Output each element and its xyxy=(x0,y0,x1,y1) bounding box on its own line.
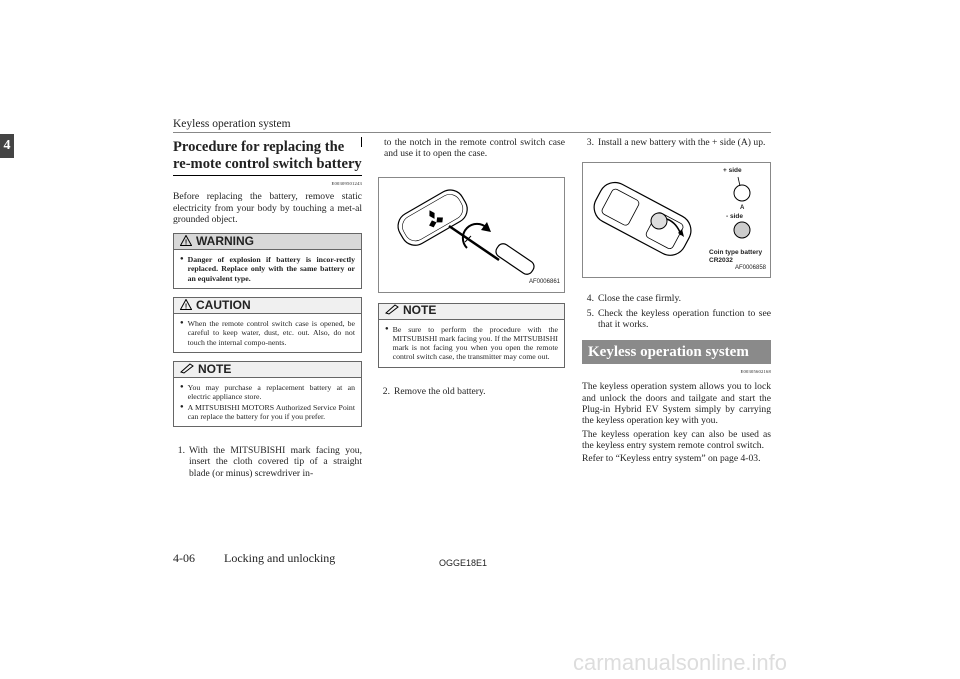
intro-paragraph: Before replacing the battery, remove static electricity from your body by touching a met-al grounded object. xyxy=(173,191,362,225)
step1-continued: to the notch in the remote control switch case and use it to open the case. xyxy=(384,137,565,160)
bullet-icon: ● xyxy=(180,256,184,263)
column-3 xyxy=(582,137,771,467)
battery-figure xyxy=(582,162,771,278)
section-code: E00305602168 xyxy=(740,369,771,375)
watermark: carmanualsonline.info xyxy=(573,650,788,675)
step-2: 2. Remove the old battery. xyxy=(382,385,486,397)
chapter-tab: 4 xyxy=(0,134,14,158)
plus-side-label: + side xyxy=(723,167,742,175)
note-header xyxy=(174,362,361,378)
note-box-2 xyxy=(378,303,565,368)
step-5: 5. Check the keyless operation function to see that it works. xyxy=(586,307,771,330)
column-1 xyxy=(173,137,362,482)
keyless-paragraph-2: The keyless operation key can also be used as the keyless entry system remote control switch. xyxy=(582,428,771,451)
note-item: A MITSUBISHI MOTORS Authorized Service Point can replace the battery for you if you prefer. xyxy=(187,402,355,421)
section-title: Procedure for replacing the re-mote control switch battery xyxy=(173,139,362,176)
screwdriver-figure xyxy=(378,177,565,293)
caution-text: When the remote control switch case is opened, be careful to keep water, dust, etc. out. Also, do not touch the internal compo-nents. xyxy=(187,319,355,347)
document-id: OGGE18E1 xyxy=(439,558,488,568)
battery-type-label: Coin type battery xyxy=(709,249,763,257)
keyless-paragraph-1: The keyless operation system allows you to lock and unlock the doors and tailgate and start the Plug-in Hybrid EV System simply by carrying the keyless operation key with you. xyxy=(582,381,771,427)
figure-code: AF0006858 xyxy=(734,265,766,271)
note-icon xyxy=(385,304,399,317)
warning-icon xyxy=(180,235,192,248)
running-header: Keyless operation system xyxy=(173,118,291,130)
note-label: NOTE xyxy=(403,303,437,318)
warning-box xyxy=(173,233,362,289)
bullet-icon: ● xyxy=(180,383,184,390)
chapter-name: Locking and unlocking xyxy=(224,551,336,565)
step-1: 1. With the MITSUBISHI mark facing you, insert the cloth covered tip of a straight blade (or minus) screwdriver in- xyxy=(177,445,362,479)
note-header xyxy=(379,304,564,320)
column-2 xyxy=(378,137,565,400)
battery-install-illustration xyxy=(583,163,772,277)
caution-icon xyxy=(180,299,192,312)
svg-text:!: ! xyxy=(184,303,188,310)
keyless-paragraph-3: Refer to “Keyless entry system” on page 4-03. xyxy=(582,453,761,465)
note-text: Be sure to perform the procedure with the MITSUBISHI mark facing you. If the MITSUBISHI mark is not facing you when you open the remote control switch case, the transmitter may come out. xyxy=(392,324,558,362)
battery-model-label: CR2032 xyxy=(709,257,733,265)
warning-text: Danger of explosion if battery is incor-rectly replaced. Replace only with the same battery or an equivalent type. xyxy=(187,255,355,283)
caution-header xyxy=(174,298,361,314)
section-banner: Keyless operation system xyxy=(582,340,771,364)
caution-box xyxy=(173,297,362,353)
bullet-icon: ● xyxy=(385,325,389,332)
caution-label: CAUTION xyxy=(196,297,251,312)
note-box xyxy=(173,361,362,427)
key-fob-illustration xyxy=(379,178,566,292)
step-3: 3. Install a new battery with the + side (A) up. xyxy=(586,137,766,148)
note-label: NOTE xyxy=(198,361,232,376)
svg-text:!: ! xyxy=(184,239,188,247)
header-rule xyxy=(173,132,771,133)
bullet-icon: ● xyxy=(180,320,184,327)
note-item: You may purchase a replacement battery at an electric appliance store. xyxy=(187,382,355,402)
section-code: E00309501243 xyxy=(331,181,362,186)
warning-label: WARNING xyxy=(196,234,254,249)
bullet-icon: ● xyxy=(180,403,184,410)
figure-code: AF0006861 xyxy=(528,279,560,286)
label-a: A xyxy=(740,205,745,212)
step-4: 4. Close the case firmly. xyxy=(586,293,682,305)
note-icon xyxy=(180,363,194,376)
minus-side-label: - side xyxy=(726,213,743,221)
page-number: 4-06 xyxy=(173,551,195,565)
warning-header xyxy=(174,234,361,250)
